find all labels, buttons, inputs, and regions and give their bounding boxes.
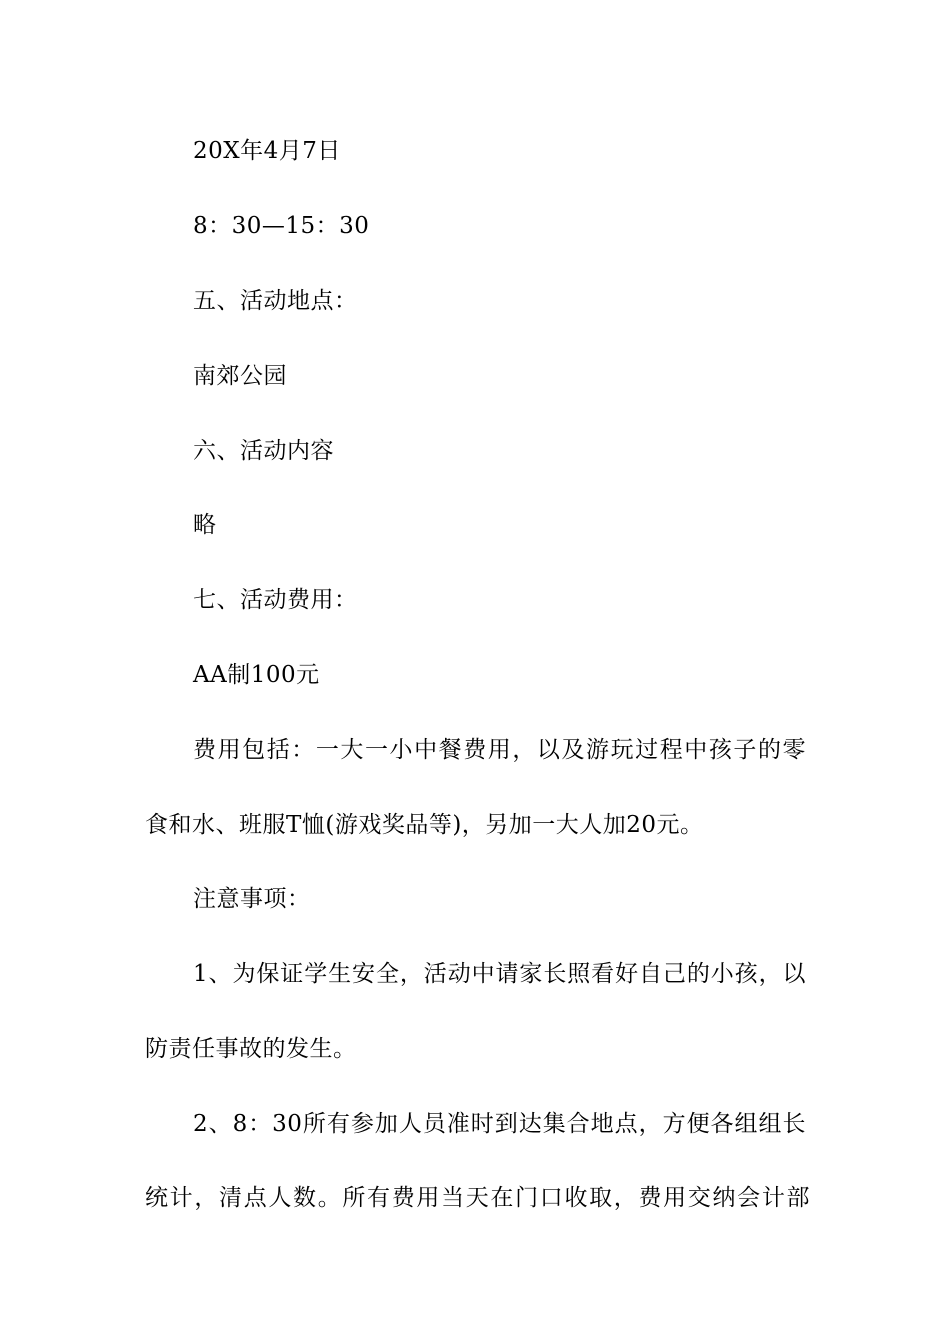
content-text: 略 — [193, 512, 217, 538]
note-1-line-1: 1、为保证学生安全，活动中请家长照看好自己的小孩，以 — [193, 961, 806, 987]
note-2-line-1: 2、8：30所有参加人员准时到达集合地点，方便各组组长 — [193, 1111, 806, 1137]
section-heading-content: 六、活动内容 — [193, 438, 334, 464]
date-line: 20X年4月7日 — [193, 138, 341, 164]
note-2-line-2: 统计，清点人数。所有费用当天在门口收取，费用交纳会计部 — [145, 1185, 810, 1211]
section-heading-location: 五、活动地点： — [193, 288, 358, 314]
cost-includes-line-1: 费用包括：一大一小中餐费用，以及游玩过程中孩子的零 — [193, 737, 806, 763]
section-heading-cost: 七、活动费用： — [193, 587, 358, 613]
time-line: 8：30—15：30 — [193, 213, 370, 239]
notes-heading: 注意事项： — [193, 886, 311, 912]
cost-text: AA制100元 — [193, 662, 320, 688]
location-text: 南郊公园 — [193, 363, 287, 389]
cost-includes-line-2: 食和水、班服T恤(游戏奖品等)，另加一大人加20元。 — [145, 812, 704, 838]
note-1-line-2: 防责任事故的发生。 — [145, 1036, 357, 1062]
